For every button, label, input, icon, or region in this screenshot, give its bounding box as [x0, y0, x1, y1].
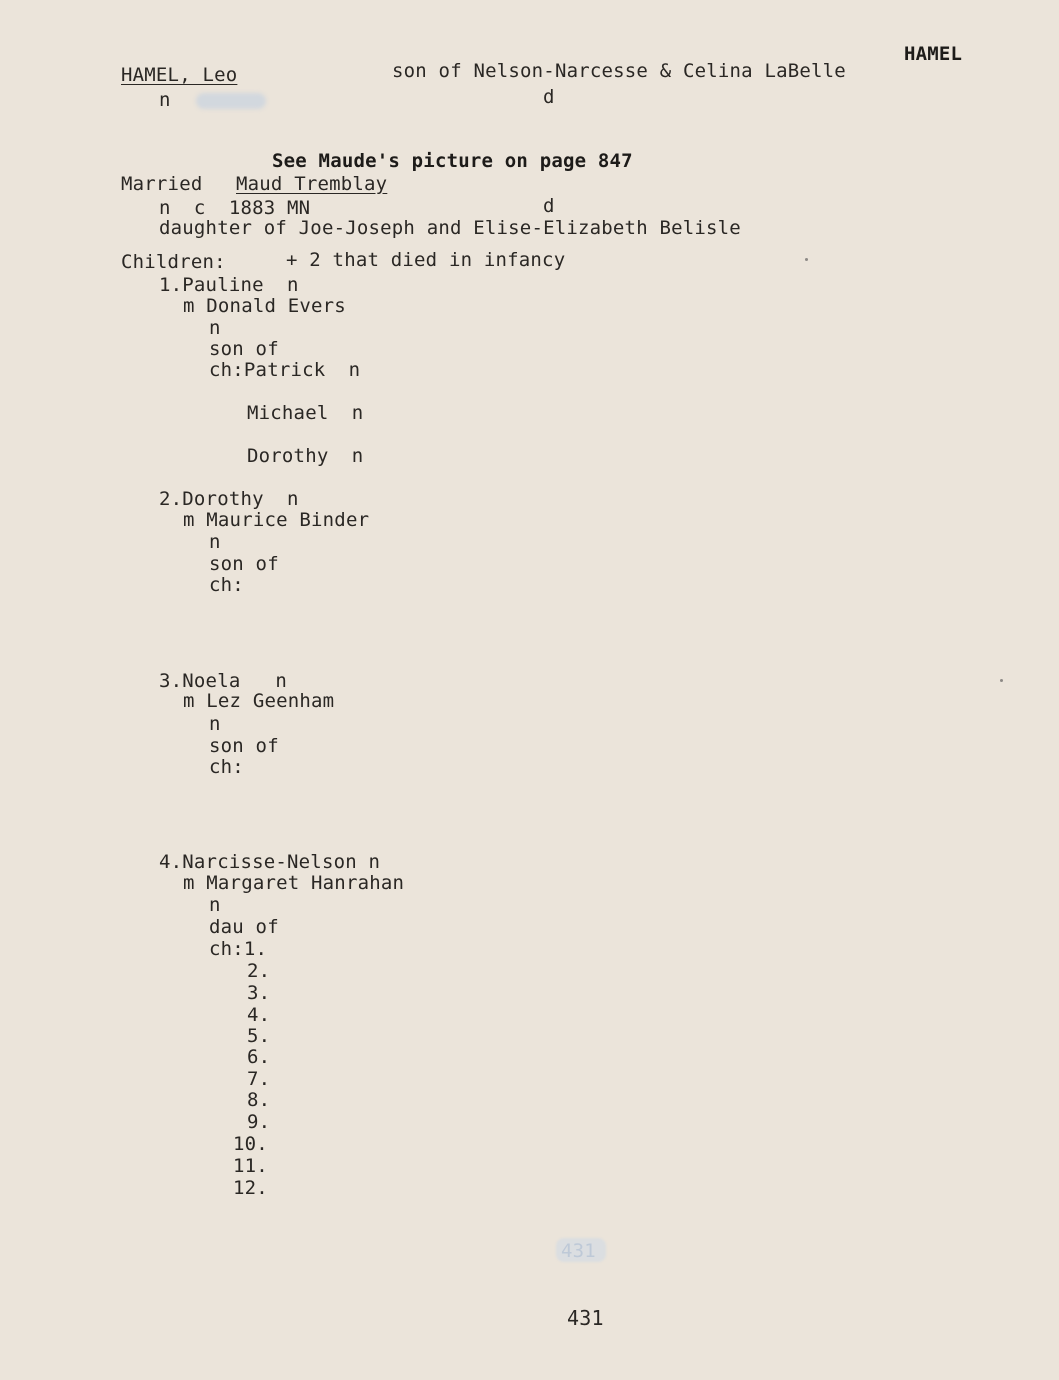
child-1-spouse-birth: n: [209, 317, 221, 339]
child-4-spouse-birth: n: [209, 894, 221, 916]
child-4-name: 4.Narcisse-Nelson n: [159, 851, 381, 873]
child-4-spouse: m Margaret Hanrahan: [183, 872, 405, 894]
child-4-spouse-parents: dau of: [209, 916, 279, 938]
child-4-number: 2.: [247, 960, 271, 982]
child-4-number: 12.: [233, 1177, 268, 1199]
grandchild-michael: Michael n: [247, 402, 364, 424]
child-1-children: ch:Patrick n: [209, 359, 361, 381]
child-4-number: 4.: [247, 1004, 271, 1026]
stamp-number: 431: [561, 1240, 596, 1262]
child-1-spouse: m Donald Evers: [183, 295, 346, 317]
child-4-number: 6.: [247, 1046, 271, 1068]
child-4-number: 7.: [247, 1068, 271, 1090]
child-2-name: 2.Dorothy n: [159, 488, 299, 510]
spouse-name: Maud Tremblay: [236, 173, 388, 195]
child-3-spouse-parents: son of: [209, 735, 279, 757]
children-note: + 2 that died in infancy: [286, 249, 566, 271]
child-4-children: ch:1.: [209, 938, 268, 960]
child-2-spouse-birth: n: [209, 531, 221, 553]
child-3-spouse-birth: n: [209, 713, 221, 735]
child-3-name: 3.Noela n: [159, 670, 288, 692]
child-4-number: 9.: [247, 1111, 271, 1133]
child-2-children: ch:: [209, 574, 244, 596]
child-4-number: 5.: [247, 1025, 271, 1047]
child-3-spouse: m Lez Geenham: [183, 690, 335, 712]
child-2-spouse-parents: son of: [209, 553, 279, 575]
person-parents: son of Nelson-Narcesse & Celina LaBelle: [392, 60, 846, 82]
child-4-number: 11.: [233, 1155, 268, 1177]
child-4-number: 3.: [247, 982, 271, 1004]
child-1-name: 1.Pauline n: [159, 274, 299, 296]
married-label: Married: [121, 173, 203, 195]
child-2-spouse: m Maurice Binder: [183, 509, 370, 531]
page-number: 431: [567, 1306, 604, 1330]
child-4-number: 10.: [233, 1133, 268, 1155]
spouse-death: d: [543, 195, 555, 217]
child-4-number: 8.: [247, 1089, 271, 1111]
spouse-birth: n c 1883 MN: [159, 197, 311, 219]
person-birth: n: [159, 89, 171, 111]
surname-tag: HAMEL: [904, 43, 963, 65]
person-death: d: [543, 86, 555, 108]
spouse-parents: daughter of Joe-Joseph and Elise-Elizabeth Belisle: [159, 217, 741, 239]
paper-speck: [805, 258, 808, 261]
grandchild-dorothy: Dorothy n: [247, 445, 364, 467]
person-name: HAMEL, Leo: [121, 64, 238, 86]
children-label: Children:: [121, 251, 226, 273]
picture-note: See Maude's picture on page 847: [272, 150, 633, 172]
ink-smudge: [196, 93, 266, 109]
paper-speck: [1000, 679, 1003, 682]
child-3-children: ch:: [209, 756, 244, 778]
child-1-spouse-parents: son of: [209, 338, 279, 360]
